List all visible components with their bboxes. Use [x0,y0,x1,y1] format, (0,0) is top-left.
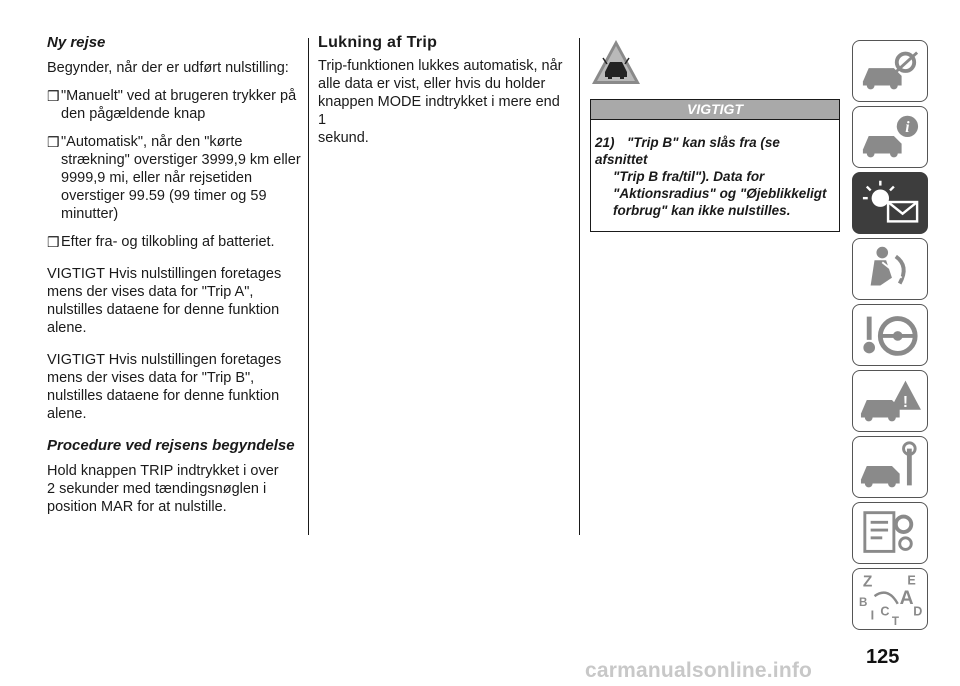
specs-gear-icon [853,503,927,563]
procedure-text: Hold knappen TRIP indtrykket i over 2 sekunder med tændingsnøglen i position MAR for at nulstille. [47,463,279,515]
steering-key-icon [853,305,927,365]
car-warning-icon [853,371,927,431]
list-item [47,87,302,123]
note-trip-b: VIGTIGT Hvis nulstillingen foretages mens der vises data for "Trip B", nulstilles dataene for denne funktion alene. [47,352,282,422]
heading-new-trip: Ny rejse [47,34,106,51]
column-right [590,34,840,232]
list-item-line: strækning" overstiger 3999,9 km eller [61,152,301,168]
seat-airbag-icon [853,239,927,299]
note-trip-a: VIGTIGT Hvis nulstillingen foretages mens der vises data for "Trip A", nulstilles dataene for denne funktion alene. [47,266,282,336]
warning-title: VIGTIGT [590,99,840,120]
list-item-line: Efter fra- og tilkobling af batteriet. [61,234,275,250]
list-item-line: overstiger 99.59 (99 timer og 59 [61,188,267,204]
trip-close-text: Trip-funktionen lukkes automatisk, når alle data er vist, eller hvis du holder knappen MODE indtrykket i mere end 1 sekund. [318,58,563,146]
list-item-line: "Manuelt" ved at brugeren trykker på [61,88,297,104]
index-letter: C [880,604,890,619]
heading-procedure: Procedure ved rejsens begyndelse [47,437,295,454]
watermark: carmanualsonline.info [585,659,813,682]
tab-maintenance[interactable] [852,436,928,498]
tab-driving[interactable] [852,304,928,366]
svg-text:!: ! [902,393,909,411]
list-item [47,133,302,223]
index-letter: D [913,604,923,619]
list-item [47,233,302,251]
list-item-line: 9999,9 mi, eller når rejsetiden [61,170,253,186]
tab-car-gear[interactable] [852,40,928,102]
page-number: 125 [866,646,900,668]
tab-emergency[interactable] [852,370,928,432]
index-letter: Z [862,573,873,591]
list-item-line: minutter) [61,206,119,222]
car-gear-icon [853,41,927,101]
tab-car-info[interactable] [852,106,928,168]
warning-light-message-icon [853,173,927,233]
index-letter: T [891,615,900,629]
alphabet-index-icon [853,569,927,629]
heading-trip-close: Lukning af Trip [318,34,438,51]
checkbox-bullet-icon: ❒ [47,234,60,250]
car-info-icon [853,107,927,167]
index-letter: E [907,573,916,588]
tab-safety[interactable] [852,238,928,300]
warning-note: 21) "Trip B" kan slås fra (se afsnittet "Trip B fra/til"). Data for "Aktionsradius" og "Øjeblikkeligt forbrug" kan ikke nulstilles. [590,120,840,232]
tab-warning-lights[interactable] [852,172,928,234]
svg-text:i: i [905,119,910,137]
index-letter: I [870,608,875,623]
index-letter: A [899,586,914,609]
list-item-line: den pågældende knap [61,106,206,122]
tab-index[interactable] [852,568,928,630]
column-middle [318,34,570,157]
intro-text: Begynder, når der er udført nulstilling: [47,60,289,76]
checkbox-bullet-icon: ❒ [47,88,60,104]
column-divider [579,38,580,535]
tab-specifications[interactable] [852,502,928,564]
list-item-line: "Automatisk", når den "kørte [61,134,243,150]
index-letter: B [859,595,868,609]
checkbox-bullet-icon: ❒ [47,134,60,150]
column-divider [308,38,309,535]
road-warning-icon [590,38,642,88]
column-left [47,34,302,526]
car-wrench-icon [853,437,927,497]
